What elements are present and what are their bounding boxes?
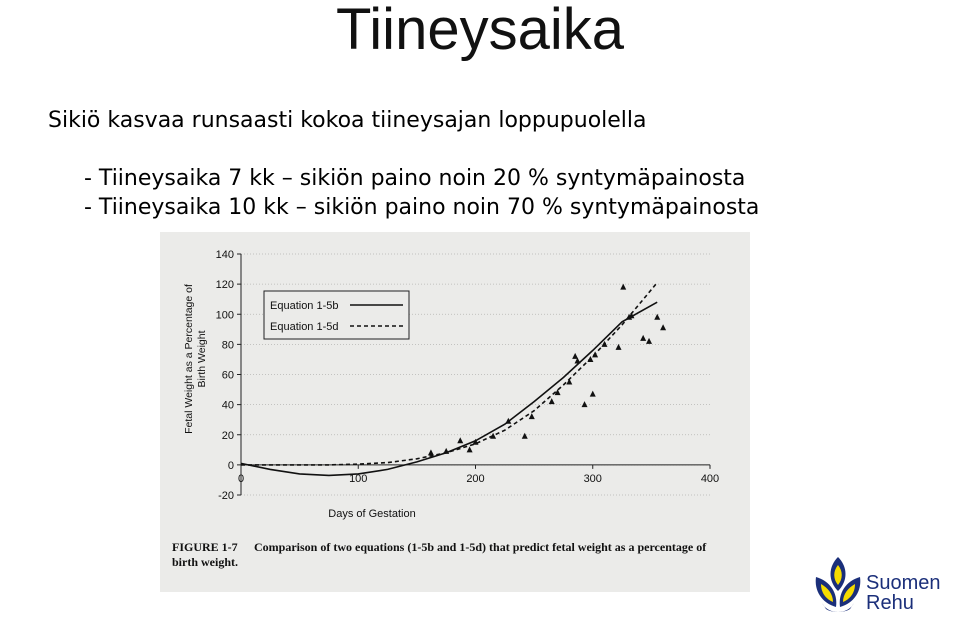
caption-text-2: birth weight.: [172, 555, 238, 569]
bullet-2: - Tiineysaika 10 kk – sikiön paino noin 70 % syntymäpainosta: [84, 195, 760, 220]
y-tick-label-120: 120: [215, 279, 234, 292]
x-tick-label-0: 0: [237, 472, 245, 485]
data-point: [616, 344, 622, 350]
chart-grid: [241, 254, 710, 495]
chart-points: [428, 284, 666, 456]
logo-text-line-1: Suomen: [866, 572, 941, 594]
chart-tick-labels: [216, 249, 720, 502]
data-point: [443, 448, 449, 454]
data-point: [582, 401, 588, 407]
data-point: [467, 446, 473, 452]
y-tick-label-140: 140: [215, 249, 234, 261]
y-axis-label-line-2: Birth Weight: [196, 330, 208, 388]
y-tick-label-60: 60: [221, 369, 234, 382]
x-tick-label-400: 400: [700, 472, 720, 485]
y-tick-label--20: -20: [218, 490, 234, 502]
bullet-1: - Tiineysaika 7 kk – sikiön paino noin 20 % syntymäpainosta: [84, 166, 746, 191]
legend-label-1-5d: Equation 1-5d: [270, 321, 339, 333]
data-point: [428, 449, 434, 455]
data-point: [654, 314, 660, 320]
wheat-icon: [816, 557, 861, 612]
data-point: [457, 437, 463, 443]
y-axis-label-line-1: Fetal Weight as a Percentage of: [183, 284, 195, 434]
slide-subtitle: Sikiö kasvaa runsaasti kokoa tiineysajan loppupuolella: [48, 108, 647, 133]
y-tick-label-0: 0: [227, 459, 234, 472]
data-point: [522, 433, 528, 439]
data-point: [592, 351, 598, 357]
data-point: [620, 284, 626, 290]
y-tick-label-20: 20: [221, 429, 234, 442]
x-axis-label: Days of Gestation: [328, 508, 416, 520]
x-tick-label-200: 200: [466, 472, 485, 485]
x-tick-label-100: 100: [349, 472, 368, 485]
y-tick-label-80: 80: [221, 339, 234, 352]
data-point: [549, 398, 555, 404]
data-point: [566, 379, 572, 385]
data-point: [529, 413, 535, 419]
chart-legend: [264, 291, 409, 339]
data-point: [590, 391, 596, 397]
y-tick-label-100: 100: [215, 309, 234, 322]
caption-text: Comparison of two equations (1-5b and 1-5d) that predict fetal weight as a percentage of: [254, 540, 707, 554]
y-tick-label-40: 40: [221, 399, 234, 412]
slide-title: Tiineysaika: [336, 0, 624, 62]
legend-label-1-5b: Equation 1-5b: [270, 300, 339, 312]
x-tick-label-300: 300: [583, 472, 602, 485]
fetal-weight-chart: [160, 232, 750, 592]
data-point: [660, 324, 666, 330]
data-point: [646, 338, 652, 344]
caption-label: FIGURE 1-7: [172, 540, 238, 554]
logo-text-line-2: Rehu: [866, 592, 914, 614]
data-point: [640, 335, 646, 341]
